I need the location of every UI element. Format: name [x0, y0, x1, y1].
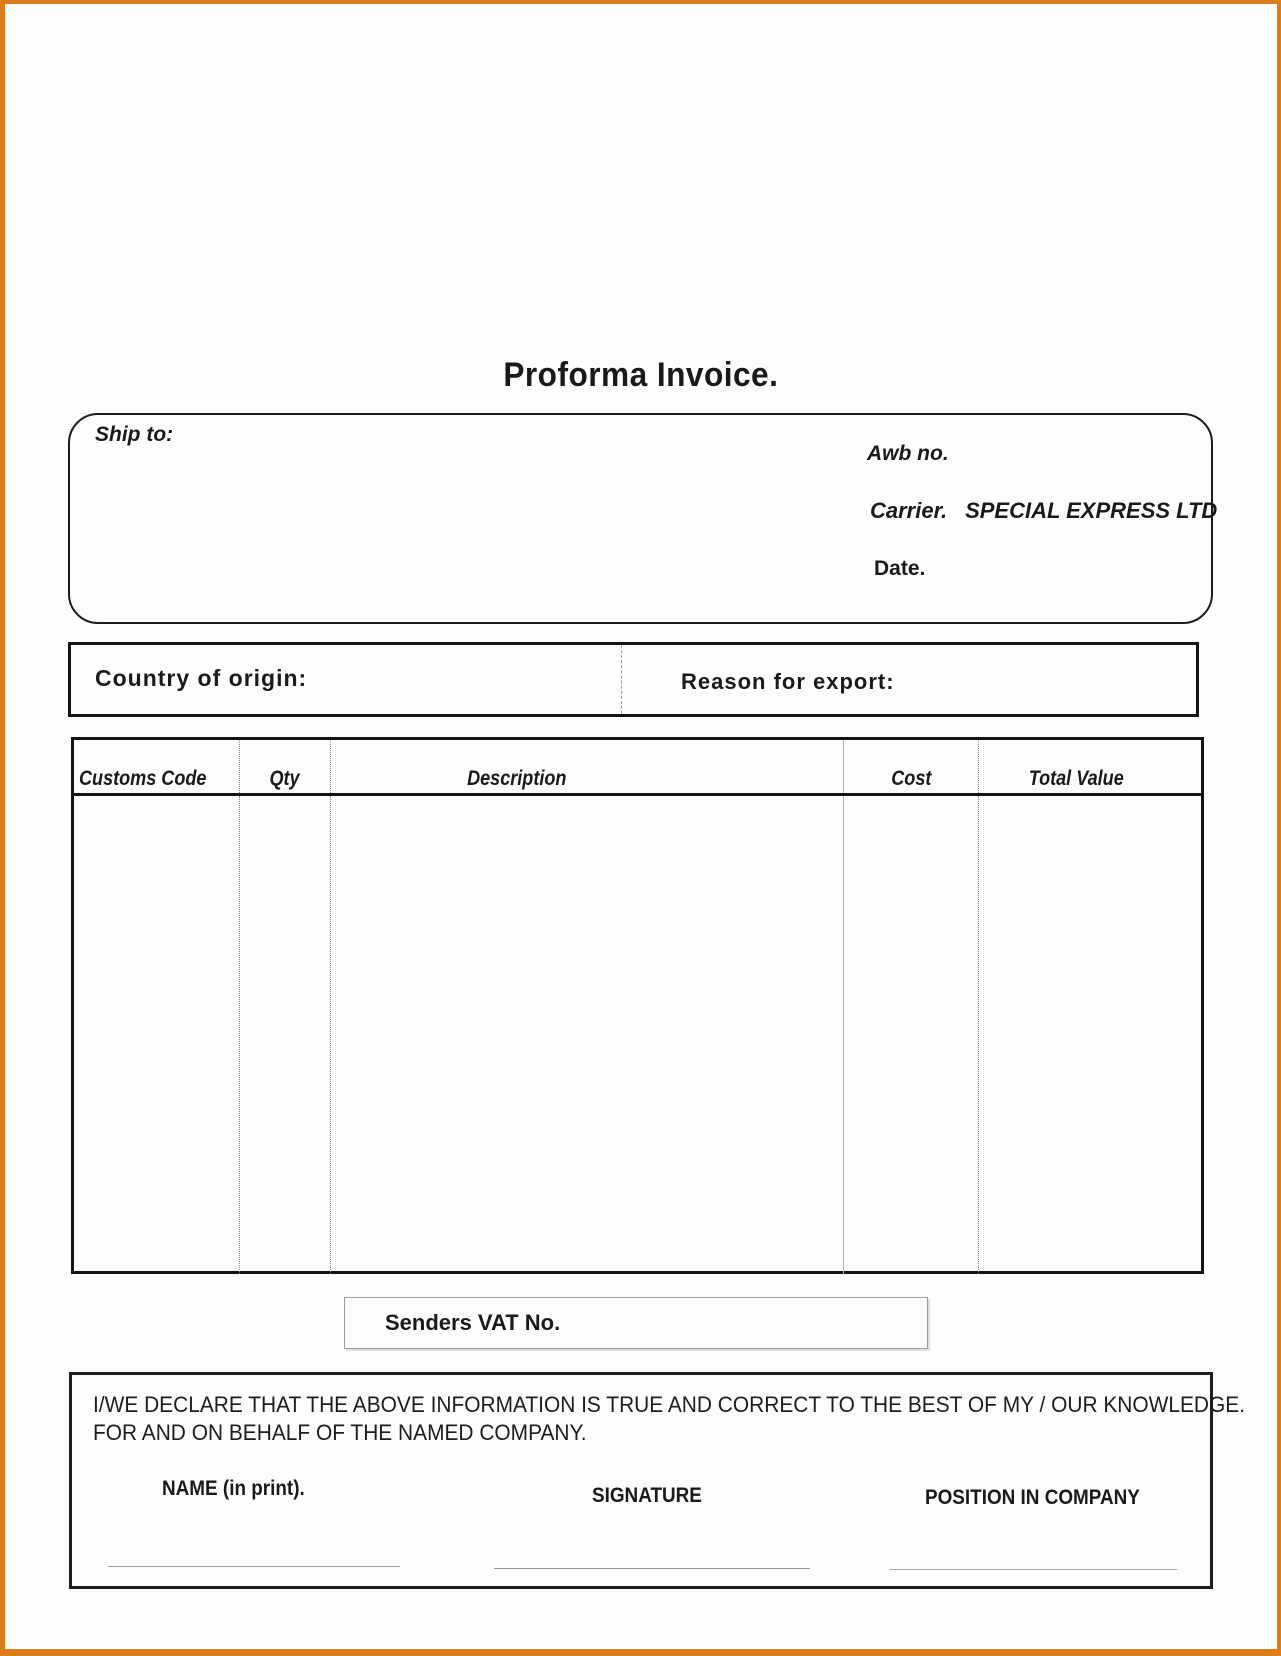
column-header-total-value: Total Value: [978, 740, 1201, 793]
ship-to-label: Ship to:: [95, 423, 174, 446]
awb-number-label: Awb no.: [867, 442, 949, 465]
signature-signature-line: [494, 1568, 810, 1569]
declaration-line-2: FOR AND ON BEHALF OF THE NAMED COMPANY.: [93, 1420, 587, 1445]
body-column-cost: [843, 796, 978, 1274]
body-column-description: [330, 796, 843, 1274]
column-header-customs-code: Customs Code: [79, 767, 207, 790]
senders-vat-box: [344, 1297, 928, 1349]
items-table: [71, 737, 1204, 1274]
column-header-qty: Qty: [239, 740, 330, 793]
column-header-cost: Cost: [843, 740, 978, 793]
origin-export-box: [68, 642, 1199, 717]
body-column-total-value: [978, 796, 1201, 1274]
declaration-box: [69, 1372, 1246, 1589]
page-title-text: Proforma Invoice.: [502, 355, 778, 394]
date-label: Date.: [874, 557, 926, 580]
carrier-row: [870, 498, 1217, 524]
body-column-customs-code: [74, 796, 239, 1274]
body-column-qty: [239, 796, 330, 1274]
origin-box-divider: [621, 645, 622, 714]
position-signature-line: [890, 1569, 1177, 1570]
carrier-label: Carrier.: [870, 498, 948, 523]
declaration-line-1: I/WE DECLARE THAT THE ABOVE INFORMATION IS TRUE AND CORRECT TO THE BEST OF MY / OUR KNOWLEDGE.: [93, 1392, 1246, 1417]
senders-vat-label: Senders VAT No.: [385, 1310, 561, 1335]
carrier-value: SPECIAL EXPRESS LTD: [965, 498, 1218, 523]
country-of-origin-label: Country of origin:: [95, 665, 308, 691]
shipment-details-box: [68, 413, 1218, 624]
position-in-company-label: POSITION IN COMPANY: [925, 1486, 1140, 1509]
reason-for-export-label: Reason for export:: [681, 669, 895, 694]
signature-label: SIGNATURE: [592, 1484, 702, 1507]
items-table-body: [74, 796, 1201, 1274]
name-signature-line: [108, 1566, 400, 1567]
page-title: [0, 356, 1281, 395]
column-header-description: Description: [330, 740, 843, 793]
declaration-statement: [93, 1391, 1281, 1447]
items-table-header-row: [74, 740, 1201, 796]
name-in-print-label: NAME (in print).: [162, 1477, 305, 1500]
